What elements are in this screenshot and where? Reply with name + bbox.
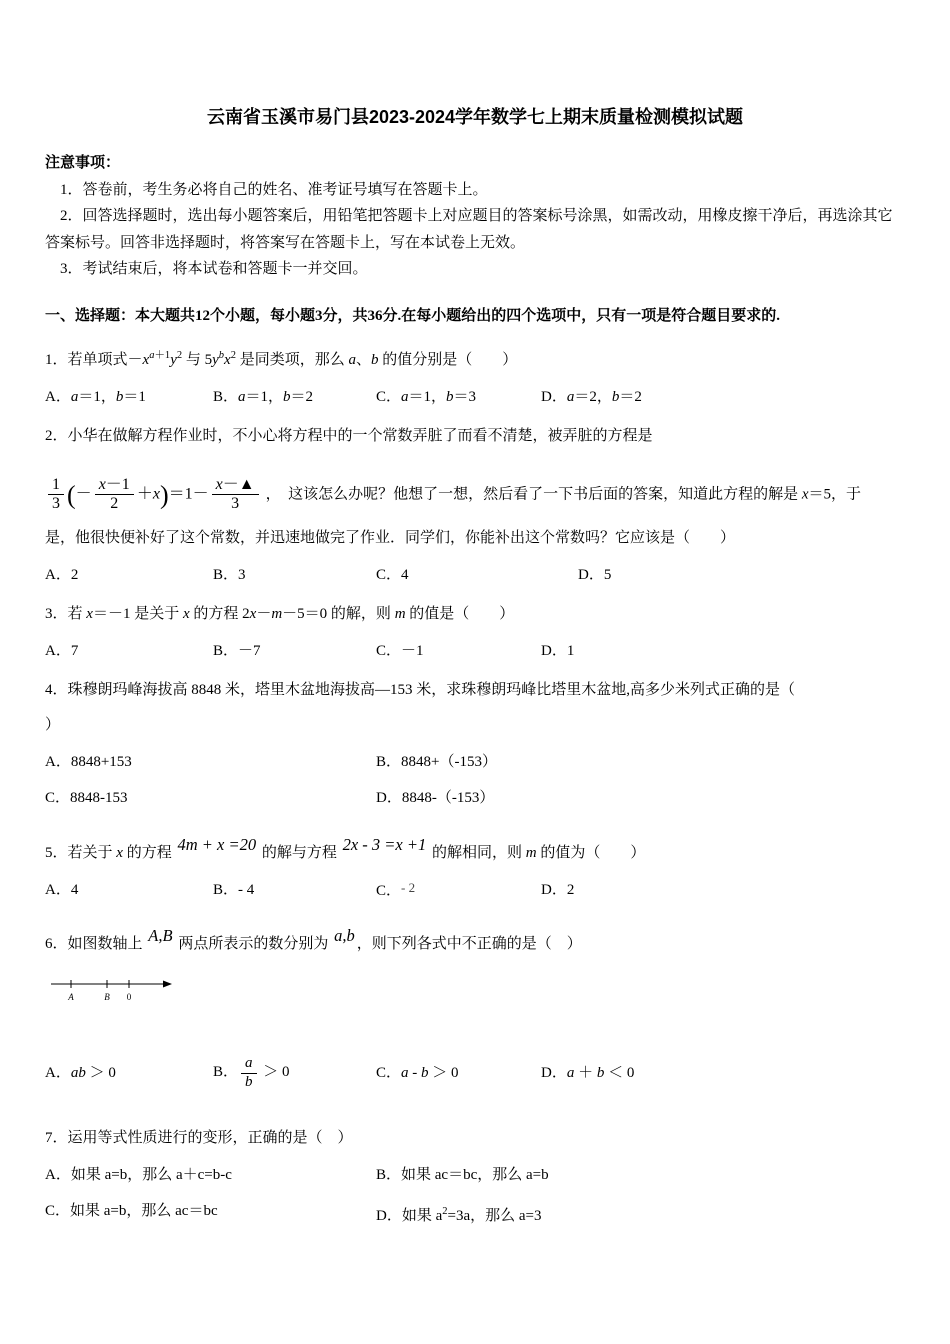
question-6-option-a: A．ab ＞ 0 bbox=[45, 1064, 116, 1081]
numberline-label-zero: 0 bbox=[126, 992, 132, 1003]
section-heading: 一、选择题：本大题共12个小题，每小题3分，共36分.在每小题给出的四个选项中，只有一项是符合题目要求的. bbox=[45, 307, 781, 324]
question-6-option-d: D．a ＋ b ＜ 0 bbox=[541, 1064, 635, 1081]
question-2-after-formula-text: ， 这该怎么办呢？他想了一想，然后看了一下书后面的答案，知道此方程的解是 x＝5，于 bbox=[265, 485, 862, 502]
question-6-option-b: B． $\frac{a}{b}$ ＞ 0 bbox=[213, 1055, 290, 1090]
question-2-option-c: C．4 bbox=[376, 567, 409, 584]
question-1 bbox=[45, 342, 905, 411]
question-3-option-d: D．1 bbox=[541, 643, 575, 660]
question-5-stem: 5．若关于 x 的方程 4m + x =20 的解与方程 2x - 3 =x +1 的解相同，则 m 的值为（ ） bbox=[45, 835, 646, 862]
question-1-option-d: D．a＝2，b＝2 bbox=[541, 388, 642, 405]
question-2-formula: $\frac{1}{3}$ (－ $\frac{x-1}{2}$ ＋x)＝1－ $\frac{x-▲}{3}$ bbox=[45, 476, 262, 514]
question-5 bbox=[45, 835, 905, 905]
question-3-option-c: C．－1 bbox=[376, 643, 424, 660]
question-5-option-c: C．- 2 bbox=[376, 880, 416, 900]
number-line-svg bbox=[49, 974, 174, 1004]
question-4-option-b: B．8848+（-153） bbox=[376, 754, 497, 771]
question-3-options bbox=[45, 638, 905, 665]
notice-item-2: 2．回答选择题时，选出每小题答案后，用铅笔把答题卡上对应题目的答案标号涂黑，如需改动，用橡皮擦干净后，再选涂其它答案标号。回答非选择题时，将答案写在答题卡上，写在本试卷上无效。 bbox=[45, 208, 893, 251]
question-4-stem: 4．珠穆朗玛峰海拔高 8848 米，塔里木盆地海拔高—153 米，求珠穆朗玛峰比塔里木盆地,高多少米列式正确的是（ bbox=[45, 682, 796, 699]
question-6-option-c: C．a - b ＞ 0 bbox=[376, 1064, 459, 1081]
page-title: 云南省玉溪市易门县2023-2024学年数学七上期末质量检测模拟试题 bbox=[206, 107, 744, 127]
question-2-stem: 2．小华在做解方程作业时，不小心将方程中的一个常数弄脏了而看不清楚，被弄脏的方程是 bbox=[45, 427, 653, 444]
question-2-option-b: B．3 bbox=[213, 567, 246, 584]
question-6-stem: 6．如图数轴上 A,B 两点所表示的数分别为 a,b ，则下列各式中不正确的是（ ） bbox=[45, 926, 582, 953]
question-1-option-a: A．a＝1，b＝1 bbox=[45, 388, 146, 405]
question-4-option-d: D．8848-（-153） bbox=[376, 790, 495, 807]
question-5-option-b: B．- 4 bbox=[213, 882, 255, 899]
question-4-stem-line2: ） bbox=[45, 717, 61, 734]
notice-item-3: 3．考试结束后，将本试卷和答题卡一并交回。 bbox=[60, 261, 368, 277]
notice-heading: 注意事项： bbox=[45, 155, 121, 171]
question-3-option-a: A．7 bbox=[45, 643, 79, 660]
question-4 bbox=[45, 677, 905, 812]
question-4-option-c: C．8848-153 bbox=[45, 790, 128, 807]
question-1-option-b: B．a＝1，b＝2 bbox=[213, 388, 314, 405]
question-3 bbox=[45, 601, 905, 665]
question-7-option-d: D．如果 $a^2=3a$，那么 a=3 bbox=[376, 1205, 542, 1224]
question-6-options bbox=[45, 1055, 905, 1091]
question-7-option-c: C．如果 a=b，那么 ac＝bc bbox=[45, 1202, 218, 1219]
question-2-option-d: D．5 bbox=[578, 567, 612, 584]
question-7 bbox=[45, 1125, 905, 1230]
notice-section bbox=[45, 150, 905, 283]
question-7-option-b: B．如果 ac＝bc，那么 a=b bbox=[376, 1166, 549, 1183]
question-2-formula-line bbox=[45, 476, 905, 514]
question-2 bbox=[45, 423, 905, 590]
question-7-stem: 7．运用等式性质进行的变形，正确的是（ ） bbox=[45, 1129, 353, 1146]
question-1-option-c: C．a＝1，b＝3 bbox=[376, 388, 477, 405]
question-3-stem: 3．若 x＝－1 是关于 x 的方程 2x－m－5＝0 的解，则 m 的值是（ ） bbox=[45, 606, 515, 623]
question-3-option-b: B．－7 bbox=[213, 643, 261, 660]
question-5-option-d: D．2 bbox=[541, 882, 575, 899]
question-1-stem: 1．若单项式$-x^{a+1}y^2$ 与 $5y^bx^2$ 是同类项，那么 a、b 的值分别是（ ） bbox=[45, 349, 518, 368]
notice-item-1: 1．答卷前，考生务必将自己的姓名、准考证号填写在答题卡上。 bbox=[60, 181, 488, 198]
numberline-label-a: A bbox=[68, 992, 74, 1003]
question-4-option-a: A．8848+153 bbox=[45, 754, 132, 771]
question-6 bbox=[45, 926, 905, 1091]
question-4-options bbox=[45, 749, 905, 812]
question-5-option-a: A．4 bbox=[45, 882, 79, 899]
number-line-figure bbox=[49, 974, 905, 1009]
question-2-option-a: A．2 bbox=[45, 567, 79, 584]
question-2-stem-line2: 是，他很快便补好了这个常数，并迅速地做完了作业．同学们，你能补出这个常数吗？它应该是（ ） bbox=[45, 530, 736, 547]
question-7-option-a: A．如果 a=b，那么 a＋c=b-c bbox=[45, 1166, 232, 1183]
question-2-options bbox=[45, 562, 905, 589]
question-1-options bbox=[45, 384, 905, 411]
numberline-label-b: B bbox=[104, 992, 110, 1003]
question-5-options bbox=[45, 877, 905, 905]
question-7-options bbox=[45, 1162, 905, 1230]
